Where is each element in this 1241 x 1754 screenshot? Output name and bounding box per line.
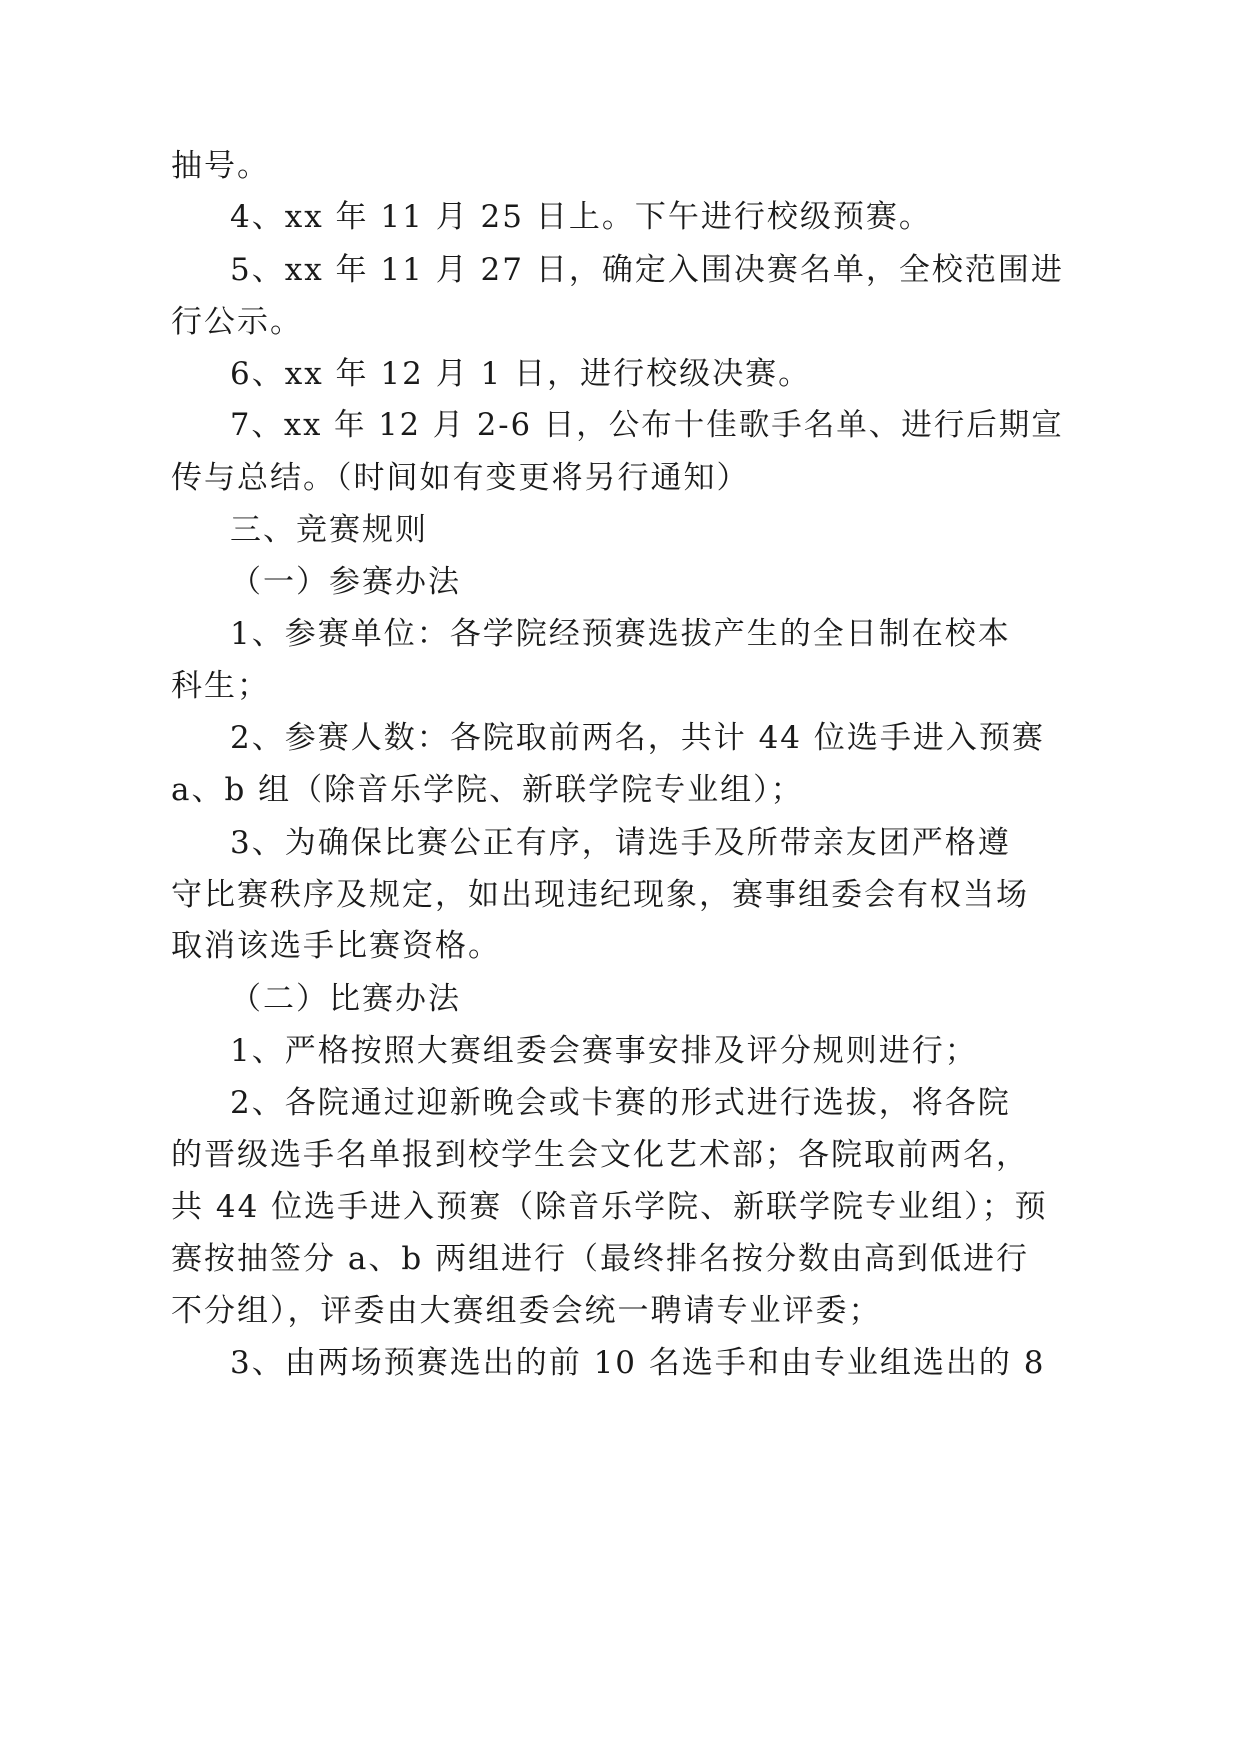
text-line: 4、xx 年 11 月 25 日上。下午进行校级预赛。	[230, 199, 932, 235]
subsection-heading: （二）比赛办法	[230, 981, 461, 1017]
text-line: 行公示。	[171, 304, 303, 340]
text-line: a、b 组（除音乐学院、新联学院专业组）；	[171, 772, 804, 808]
text-line: 3、为确保比赛公正有序，请选手及所带亲友团严格遵	[230, 825, 1011, 861]
text-line: 3、由两场预赛选出的前 10 名选手和由专业组选出的 8	[230, 1345, 1046, 1381]
text-line: 2、各院通过迎新晚会或卡赛的形式进行选拔，将各院	[230, 1085, 1011, 1121]
text-line: 传与总结。（时间如有变更将另行通知）	[171, 460, 750, 496]
text-line: 1、严格按照大赛组委会赛事安排及评分规则进行；	[230, 1033, 978, 1069]
text-line: 5、xx 年 11 月 27 日，确定入围决赛名单，全校范围进	[230, 252, 1064, 288]
text-line: 赛按抽签分 a、b 两组进行（最终排名按分数由高到低进行	[171, 1241, 1030, 1277]
subsection-heading: （一）参赛办法	[230, 564, 461, 600]
text-line: 守比赛秩序及规定，如出现违纪现象，赛事组委会有权当场	[171, 877, 1029, 913]
text-line: 共 44 位选手进入预赛（除音乐学院、新联学院专业组）；预	[171, 1189, 1048, 1225]
text-line: 7、xx 年 12 月 2-6 日，公布十佳歌手名单、进行后期宣	[230, 408, 1064, 443]
text-line: 1、参赛单位：各学院经预赛选拔产生的全日制在校本	[230, 616, 1011, 652]
text-line: 6、xx 年 12 月 1 日，进行校级决赛。	[230, 356, 812, 392]
text-line: 科生；	[171, 668, 270, 704]
text-line: 抽号。	[171, 148, 270, 184]
section-heading: 三、竞赛规则	[230, 512, 428, 548]
text-line: 2、参赛人数：各院取前两名，共计 44 位选手进入预赛	[230, 720, 1045, 756]
text-line: 不分组），评委由大赛组委会统一聘请专业评委；	[171, 1293, 882, 1329]
text-line: 取消该选手比赛资格。	[171, 928, 501, 964]
text-line: 的晋级选手名单报到校学生会文化艺术部；各院取前两名，	[171, 1137, 1029, 1173]
